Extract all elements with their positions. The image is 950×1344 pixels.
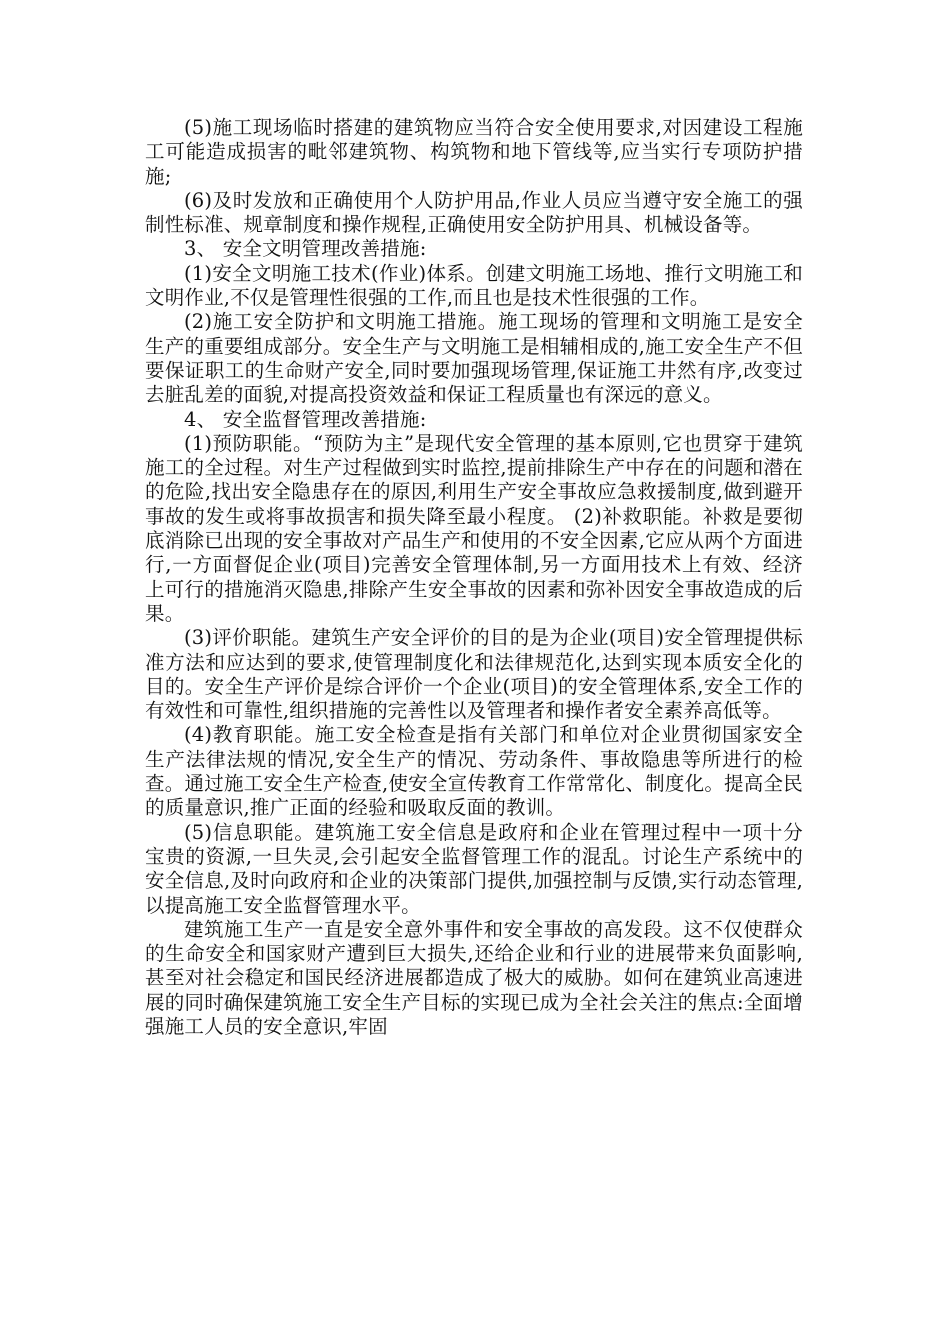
paragraph-information-function: (5)信息职能。建筑施工安全信息是政府和企业在管理过程中一项十分宝贵的资源,一旦失灵,会引起安全监督管理工作的混乱。讨论生产系统中的安全信息,及时向政府和企业的决策部门提供,加强控制与反馈,实行动态管理,以提高施工安全监督管理水平。: [145, 820, 803, 917]
paragraph-conclusion: 建筑施工生产一直是安全意外事件和安全事故的高发段。这不仅使群众的生命安全和国家财产遭到巨大损失,还给企业和行业的进展带来负面影响,甚至对社会稳定和国民经济进展都造成了极大的威胁。如何在建筑业高速进展的同时确保建筑施工安全生产目标的实现已成为全社会关注的焦点:全面增强施工人员的安全意识,牢固: [145, 917, 803, 1038]
paragraph-construction-temporary-buildings: (5)施工现场临时搭建的建筑物应当符合安全使用要求,对因建设工程施工可能造成损害的毗邻建筑物、构筑物和地下管线等,应当实行专项防护措施;: [145, 116, 803, 188]
section-heading-supervision-management: 4、 安全监督管理改善措施:: [184, 407, 427, 431]
paragraph-evaluation-function: (3)评价职能。建筑生产安全评价的目的是为企业(项目)安全管理提供标准方法和应达到的要求,使管理制度化和法律规范化,达到实现本质安全化的目的。安全生产评价是综合评价一个企业(项目)的安全管理体系,安全工作的有效性和可靠性,组织措施的完善性以及管理者和操作者安全素养高低等。: [145, 626, 803, 723]
paragraph-prevention-remedy-functions: (1)预防职能。“预防为主”是现代安全管理的基本原则,它也贯穿于建筑施工的全过程。对生产过程做到实时监控,提前排除生产中存在的问题和潜在的危险,找出安全隐患存在的原因,利用生产安全事故应急救援制度,做到避开事故的发生或将事故损害和损失降至最小程度。 (2)补救职能。补救是要彻底消除已出现的安全事故对产品生产和使用的不安全因素,它应从两个方面进行,一方面督促企业(项目)完善安全管理体制,另一方面用技术上有效、经济上可行的措施消灭隐患,排除产生安全事故的因素和弥补因安全事故造成的后果。: [145, 431, 803, 625]
paragraph-safety-protection-measures: (2)施工安全防护和文明施工措施。施工现场的管理和文明施工是安全生产的重要组成部分。安全生产与文明施工是相辅相成的,施工安全生产不但要保证职工的生命财产安全,同时要加强现场管理,保证施工井然有序,改变过去脏乱差的面貌,对提高投资效益和保证工程质量也有深远的意义。: [145, 310, 803, 407]
paragraph-civilized-technology-system: (1)安全文明施工技术(作业)体系。创建文明施工场地、推行文明施工和文明作业,不仅是管理性很强的工作,而且也是技术性很强的工作。: [145, 261, 803, 310]
section-heading-civilized-management: 3、 安全文明管理改善措施:: [184, 237, 427, 261]
document-page: [145, 116, 803, 1039]
paragraph-personal-protection: (6)及时发放和正确使用个人防护用品,作业人员应当遵守安全施工的强制性标准、规章制度和操作规程,正确使用安全防护用具、机械设备等。: [145, 188, 803, 237]
paragraph-education-function: (4)教育职能。施工安全检查是指有关部门和单位对企业贯彻国家安全生产法律法规的情况,安全生产的情况、劳动条件、事故隐患等所进行的检查。通过施工安全生产检查,使安全宣传教育工作常常化、制度化。提高全民的质量意识,推广正面的经验和吸取反面的教训。: [145, 723, 803, 820]
